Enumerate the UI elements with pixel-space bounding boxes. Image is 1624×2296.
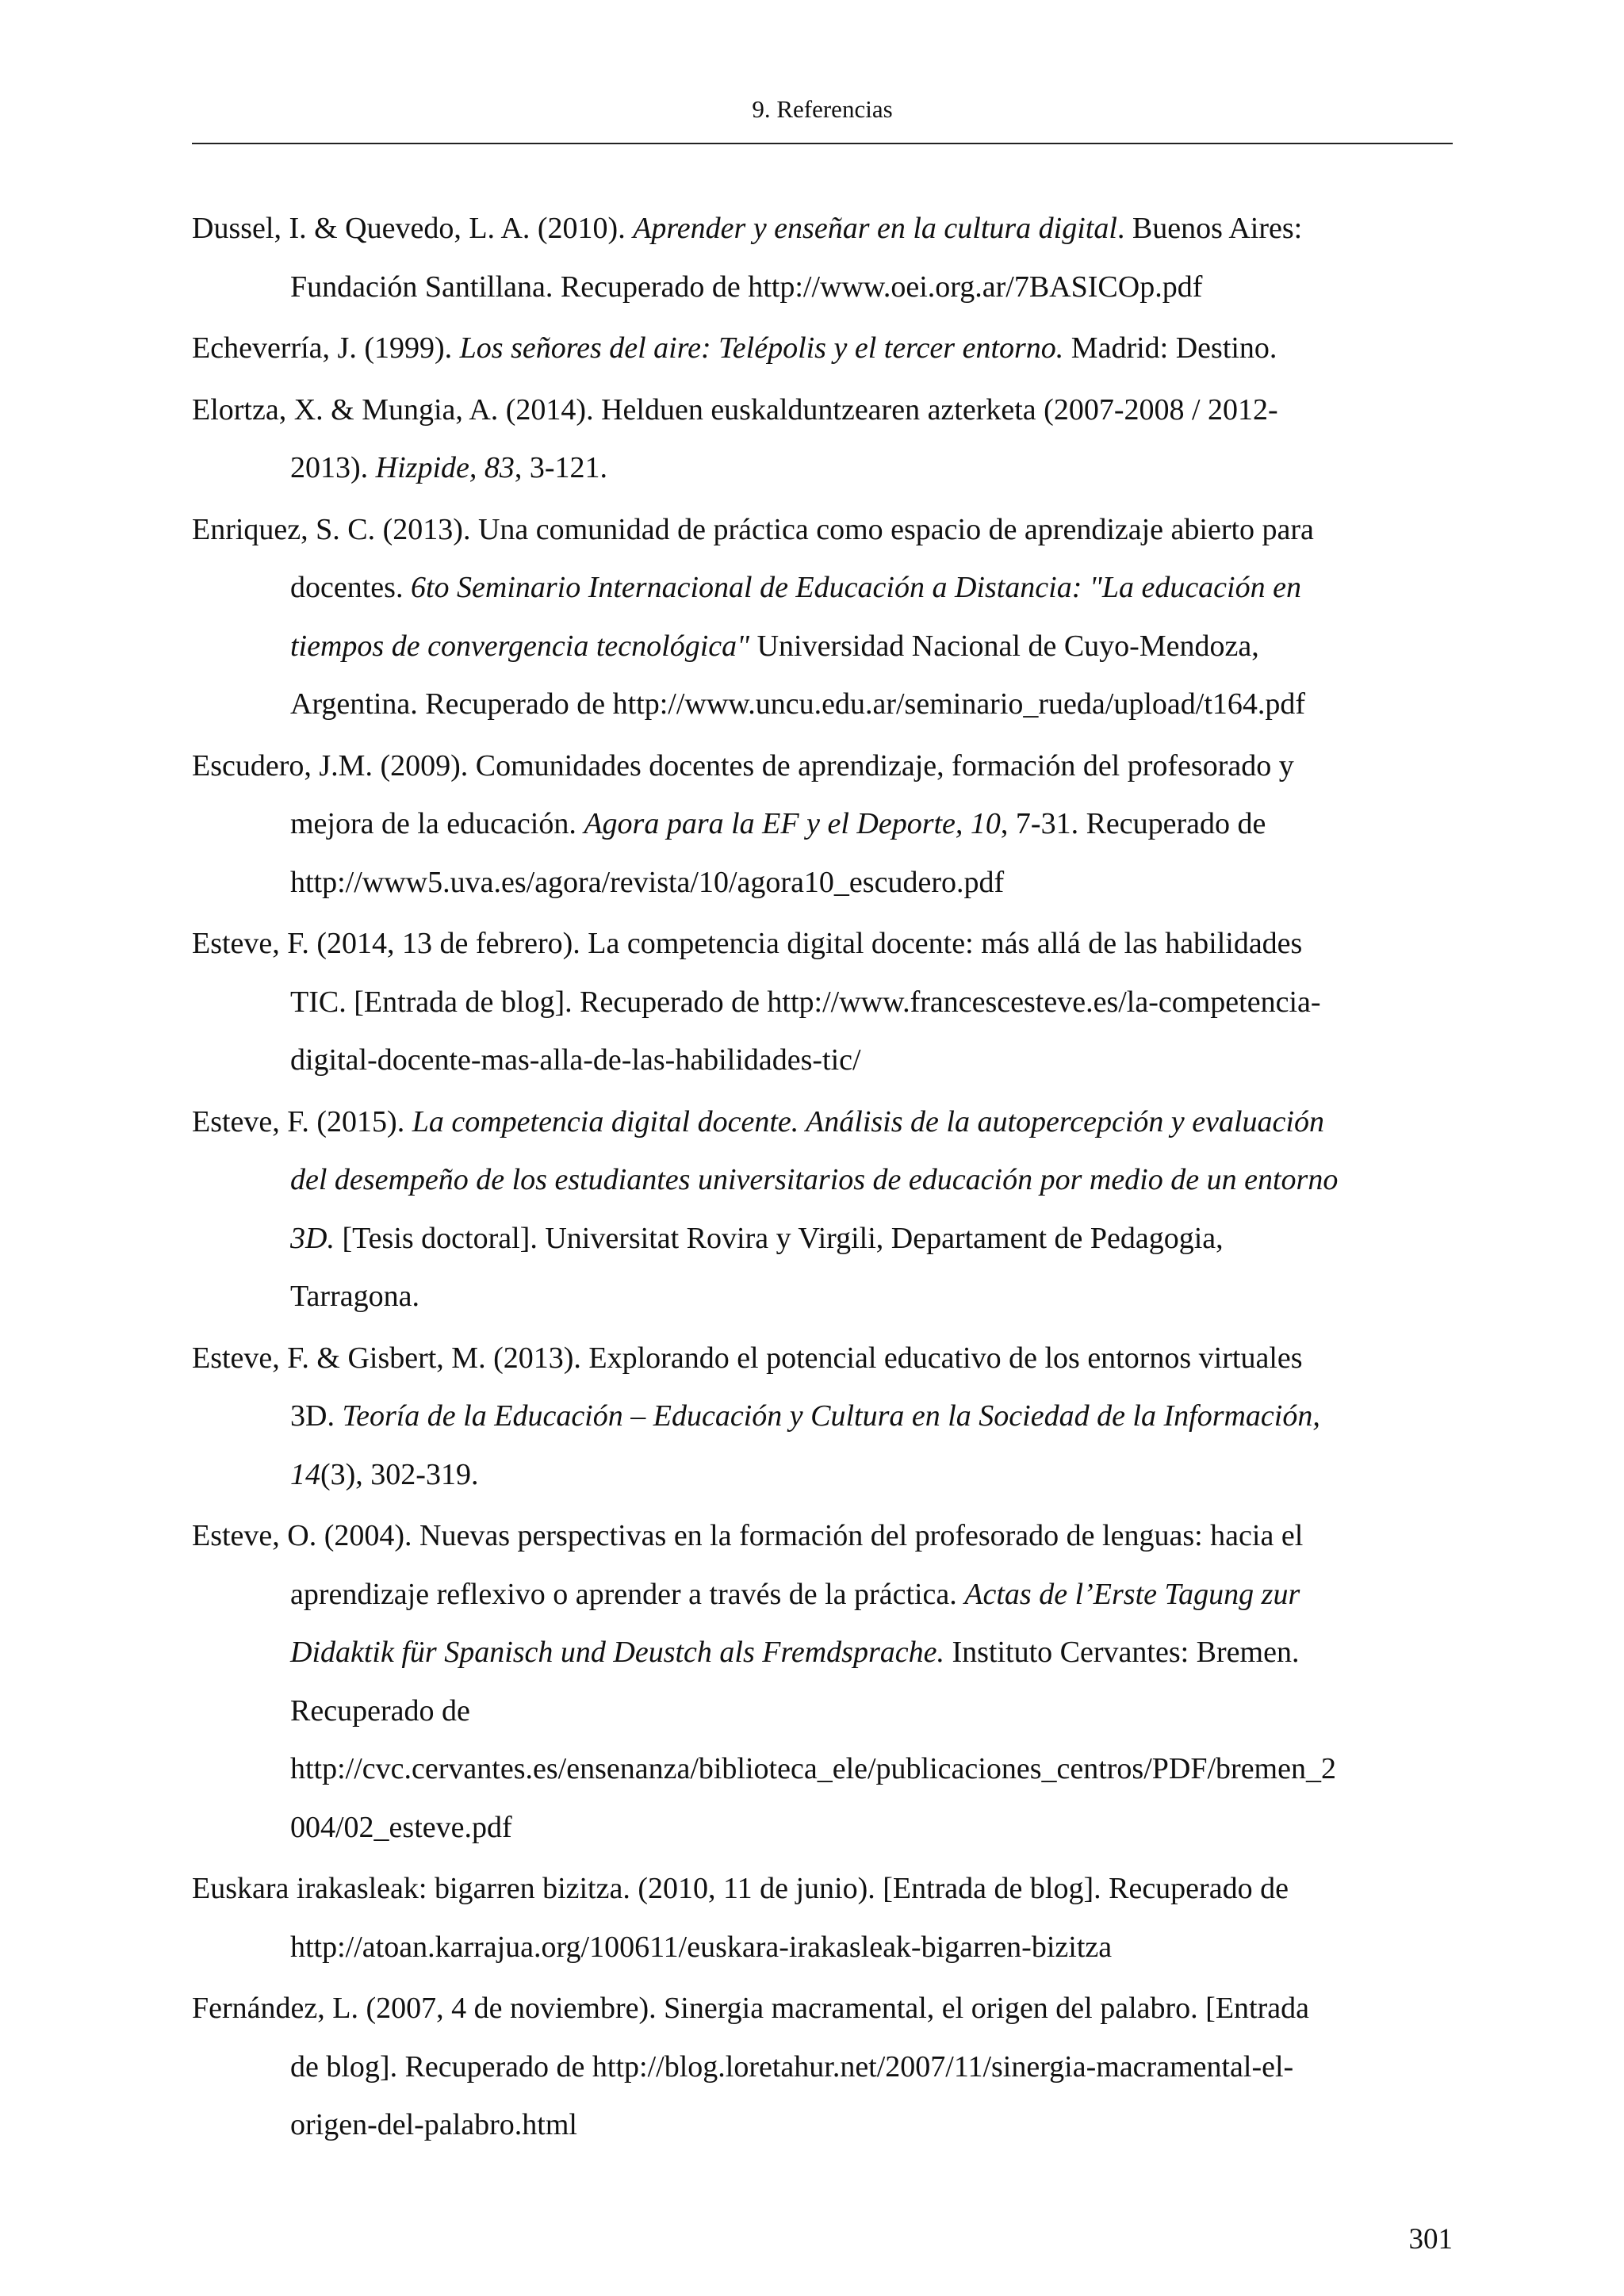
reference-text: (3), 302-319. (320, 1457, 479, 1491)
reference-entry (192, 320, 1453, 378)
reference-text: origen-del-palabro.html (290, 2108, 577, 2141)
reference-text: , 7-31. Recuperado de (1000, 807, 1266, 840)
reference-text: http://www5.uva.es/agora/revista/10/agora10_escudero.pdf (290, 865, 1005, 899)
reference-text: Echeverría, J. (1999). (192, 331, 460, 365)
reference-italic-text: Teoría de la Educación – Educación y Cultura en la Sociedad de la Información, (342, 1399, 1320, 1433)
reference-italic-text: 14 (290, 1457, 320, 1491)
reference-text: Enriquez, S. C. (2013). Una comunidad de práctica como espacio de aprendizaje abierto para (192, 512, 1314, 546)
reference-entry (192, 737, 1453, 913)
reference-text: Fernández, L. (2007, 4 de noviembre). Sinergia macramental, el origen del palabro. [Entrada (192, 1992, 1309, 2025)
reference-italic-text: 3D. (290, 1221, 335, 1255)
page-number: 301 (1408, 2223, 1453, 2256)
reference-text: , 3-121. (514, 451, 608, 484)
reference-entry (192, 200, 1453, 316)
reference-list (192, 200, 1453, 2158)
reference-italic-text: del desempeño de los estudiantes universitarios de educación por medio de un entorno (290, 1163, 1339, 1196)
reference-italic-text: Los señores del aire: Telépolis y el tercer entorno. (459, 331, 1064, 365)
reference-text: de blog]. Recuperado de http://blog.loretahur.net/2007/11/sinergia-macramental-el- (290, 2049, 1294, 2084)
reference-text: Universidad Nacional de Cuyo-Mendoza, (749, 629, 1259, 663)
reference-text: digital-docente-mas-alla-de-las-habilidades-tic/ (290, 1043, 861, 1077)
header-rule (192, 143, 1453, 144)
reference-entry (192, 1330, 1453, 1505)
reference-text: Elortza, X. & Mungia, A. (2014). Helduen euskalduntzearen azterketa (2007-2008 / 2012- (192, 392, 1278, 427)
reference-text: Argentina. Recuperado de http://www.uncu.edu.ar/seminario_rueda/upload/t164.pdf (290, 687, 1306, 721)
reference-text: Esteve, F. (2015). (192, 1104, 412, 1138)
reference-italic-text: tiempos de convergencia tecnológica" (290, 629, 750, 663)
reference-text: Esteve, O. (2004). Nuevas perspectivas en la formación del profesorado de lenguas: hacia el (192, 1519, 1304, 1552)
reference-text: [Tesis doctoral]. Universitat Rovira y Virgili, Departament de Pedagogia, (334, 1221, 1224, 1255)
reference-text: Dussel, I. & Quevedo, L. A. (2010). (192, 212, 634, 245)
reference-text: Recuperado de (290, 1693, 470, 1728)
reference-entry (192, 1860, 1453, 1976)
running-header: 9. Referencias (752, 95, 893, 123)
reference-text: Tarragona. (290, 1280, 419, 1313)
reference-entry (192, 915, 1453, 1090)
reference-entry (192, 1507, 1453, 1857)
reference-text: 3D. (290, 1399, 343, 1433)
reference-italic-text: 6to Seminario Internacional de Educación a Distancia: "La educación en (410, 571, 1301, 604)
reference-text: docentes. (290, 571, 411, 604)
reference-text: TIC. [Entrada de blog]. Recuperado de http://www.francescesteve.es/la-competencia- (290, 985, 1321, 1019)
reference-text: Euskara irakasleak: bigarren bizitza. (2010, 11 de junio). [Entrada de blog]. Recuperado de (192, 1872, 1289, 1905)
reference-italic-text: Actas de l’Erste Tagung zur (964, 1577, 1300, 1611)
reference-text: Fundación Santillana. Recuperado de http://www.oei.org.ar/7BASICOp.pdf (290, 270, 1203, 304)
reference-text: Madrid: Destino. (1063, 331, 1277, 365)
reference-entry (192, 381, 1453, 498)
reference-text: http://cvc.cervantes.es/ensenanza/biblioteca_ele/publicaciones_centros/PDF/bremen_2 (290, 1752, 1336, 1785)
reference-text: mejora de la educación. (290, 807, 584, 840)
reference-text: 004/02_esteve.pdf (290, 1810, 512, 1844)
reference-text: aprendizaje reflexivo o aprender a través de la práctica. (290, 1577, 965, 1611)
reference-italic-text: Hizpide, 83 (375, 451, 515, 484)
reference-italic-text: Didaktik für Spanisch und Deustch als Fremdsprache. (290, 1636, 944, 1669)
reference-text: Esteve, F. & Gisbert, M. (2013). Explorando el potencial educativo de los entornos virtuales (192, 1341, 1303, 1375)
reference-text: . Buenos Aires: (1116, 212, 1303, 245)
reference-text: Escudero, J.M. (2009). Comunidades docentes de aprendizaje, formación del profesorado y (192, 748, 1294, 783)
reference-text: http://atoan.karrajua.org/100611/euskara-irakasleak-bigarren-bizitza (290, 1930, 1113, 1964)
reference-entry (192, 1980, 1453, 2155)
reference-italic-text: Aprender y enseñar en la cultura digital (633, 212, 1117, 245)
reference-italic-text: La competencia digital docente. Análisis de la autopercepción y evaluación (412, 1104, 1324, 1138)
reference-entry (192, 1093, 1453, 1326)
reference-text: Esteve, F. (2014, 13 de febrero). La competencia digital docente: más allá de las habilidades (192, 927, 1303, 960)
reference-entry (192, 501, 1453, 734)
reference-italic-text: Agora para la EF y el Deporte, 10 (584, 807, 1001, 840)
reference-text: Instituto Cervantes: Bremen. (944, 1636, 1300, 1669)
reference-text: 2013). (290, 451, 376, 484)
